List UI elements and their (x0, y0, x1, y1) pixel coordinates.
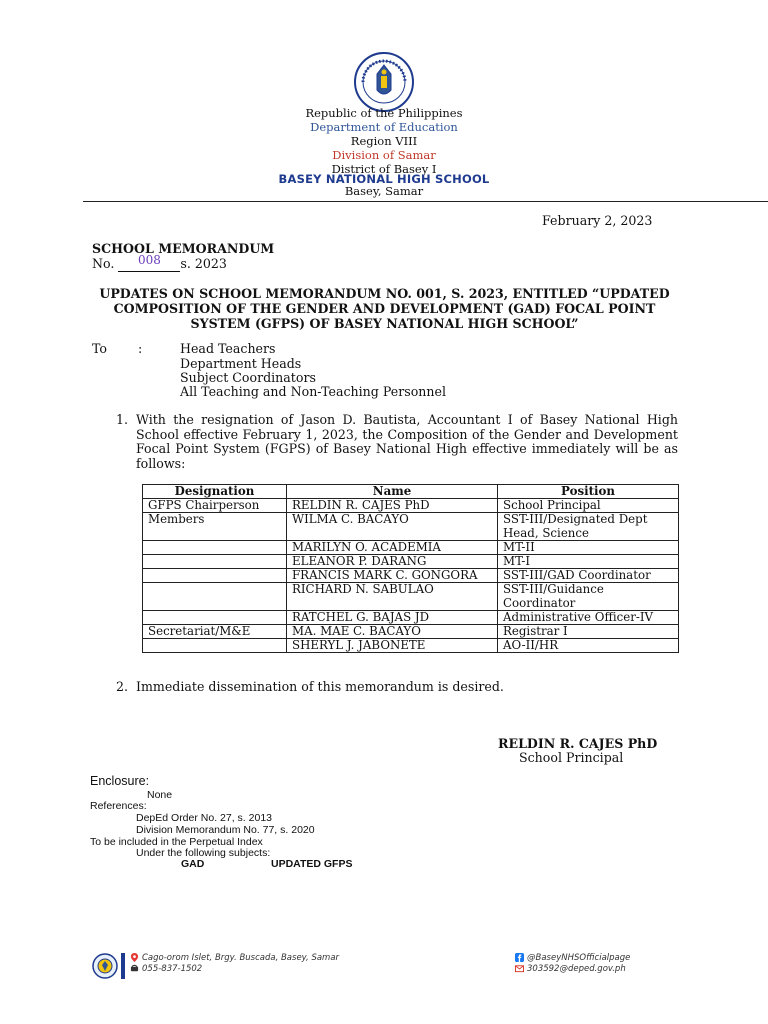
table-cell: Members (143, 513, 287, 540)
item-2-text: Immediate dissemination of this memorandum is desired. (136, 679, 504, 694)
table-cell: MA. MAE C. BACAYO (287, 625, 498, 639)
table-row (143, 625, 679, 639)
reference-2: Division Memorandum No. 77, s. 2020 (136, 824, 315, 836)
footer-address-text: Cago-orom Islet, Brgy. Buscada, Basey, Samar (142, 953, 340, 963)
table-row (143, 499, 679, 513)
header-division: Division of Samar (332, 148, 436, 162)
table-cell: Registrar I (498, 625, 679, 639)
table-cell: WILMA C. BACAYO (287, 513, 498, 540)
footer-facebook[interactable] (515, 953, 630, 963)
memo-number-value: 008 (137, 253, 161, 267)
table-cell: FRANCIS MARK C. GONGORA (287, 569, 498, 583)
perpetual-index: To be included in the Perpetual Index (90, 836, 263, 848)
table-cell: MARILYN O. ACADEMIA (287, 540, 498, 554)
facebook-icon (515, 953, 524, 962)
footer-email[interactable] (515, 964, 626, 974)
table-cell (143, 540, 287, 554)
recipient-3: Subject Coordinators (180, 370, 316, 385)
memo-date: February 2, 2023 (542, 213, 653, 228)
table-cell: AO-II/HR (498, 639, 679, 653)
to-label: To (92, 341, 108, 356)
item-1-number: 1. (116, 412, 129, 427)
table-row (143, 569, 679, 583)
table-cell: Administrative Officer-IV (498, 610, 679, 624)
recipient-2: Department Heads (180, 356, 302, 371)
table-cell: RATCHEL G. BAJAS JD (287, 610, 498, 624)
header-department: Department of Education (310, 120, 458, 134)
table-cell: GFPS Chairperson (143, 499, 287, 513)
recipient-4: All Teaching and Non-Teaching Personnel (180, 384, 446, 399)
table-cell: School Principal (498, 499, 679, 513)
table-cell: MT-I (498, 555, 679, 569)
table-row (143, 639, 679, 653)
memo-number-line (118, 253, 180, 272)
gfps-composition-table (142, 484, 679, 653)
footer-accent-bar (121, 953, 125, 979)
footer-email-text: 303592@deped.gov.ph (527, 964, 626, 974)
table-row (143, 555, 679, 569)
table-cell (143, 610, 287, 624)
table-row (143, 583, 679, 610)
reference-1: DepEd Order No. 27, s. 2013 (136, 812, 272, 824)
table-cell (143, 555, 287, 569)
table-cell: SHERYL J. JABONETE (287, 639, 498, 653)
header-district: District of Basey I (331, 162, 437, 176)
table-cell: ELEANOR P. DARANG (287, 555, 498, 569)
subject-updated-gfps: UPDATED GFPS (271, 858, 353, 870)
header-republic: Republic of the Philippines (305, 106, 463, 120)
table-cell: Secretariat/M&E (143, 625, 287, 639)
table-cell: SST-III/Guidance Coordinator (498, 583, 679, 610)
subject-gad: GAD (181, 858, 205, 870)
footer-phone-text: 055-837-1502 (142, 964, 203, 974)
table-cell (143, 569, 287, 583)
memo-number-suffix: s. 2023 (180, 256, 227, 271)
item-2-number: 2. (116, 679, 129, 694)
table-cell: MT-II (498, 540, 679, 554)
table-cell: RICHARD N. SABULAO (287, 583, 498, 610)
table-cell: RELDIN R. CAJES PhD (287, 499, 498, 513)
memo-number-prefix: No. (92, 256, 115, 271)
signatory-title: School Principal (519, 750, 624, 765)
footer-phone (130, 964, 202, 974)
references-label: References: (90, 800, 147, 812)
to-colon: : (138, 341, 143, 356)
table-row (143, 540, 679, 554)
recipient-1: Head Teachers (180, 341, 276, 356)
footer-facebook-text: @BaseyNHSOfficialpage (527, 953, 631, 963)
table-header-row (143, 485, 679, 499)
table-row (143, 513, 679, 540)
table-row (143, 610, 679, 624)
table-cell: SST-III/Designated Dept Head, Science (498, 513, 679, 540)
memo-title: UPDATES ON SCHOOL MEMORANDUM NO. 001, S. 2023, ENTITLED “UPDATED COMPOSITION OF THE GENDER AND DEVELOPMENT (GAD) FOCAL POINT SYSTEM (GFPS) OF BASEY NATIONAL HIGH SCHOOL” (99, 286, 670, 331)
phone-icon (130, 964, 139, 973)
header-name: Name (287, 485, 498, 499)
enclosure-none: None (147, 789, 173, 801)
email-icon (515, 964, 524, 973)
header-school-name: BASEY NATIONAL HIGH SCHOOL (278, 172, 490, 186)
table-cell (143, 583, 287, 610)
footer-address (130, 953, 339, 963)
location-pin-icon (130, 953, 139, 962)
header-divider (83, 201, 768, 202)
header-designation: Designation (143, 485, 287, 499)
signatory-name: RELDIN R. CAJES PhD (498, 736, 658, 751)
table-cell: SST-III/GAD Coordinator (498, 569, 679, 583)
footer-seal-icon (92, 953, 118, 979)
enclosure-label: Enclosure: (90, 774, 150, 788)
header-position: Position (498, 485, 679, 499)
header-location: Basey, Samar (344, 184, 424, 198)
subjects-label: Under the following subjects: (136, 847, 271, 859)
header-region: Region VIII (350, 134, 418, 148)
memo-type: SCHOOL MEMORANDUM (92, 241, 275, 256)
memo-number (92, 253, 227, 272)
deped-seal-icon (354, 52, 414, 112)
table-cell (143, 639, 287, 653)
item-1-text: With the resignation of Jason D. Bautista, Accountant I of Basey National High School effective February 1, 2023, the Composition of the Gender and Development Focal Point System (FGPS) of Basey National High effective immediately will be as follows: (136, 412, 678, 471)
